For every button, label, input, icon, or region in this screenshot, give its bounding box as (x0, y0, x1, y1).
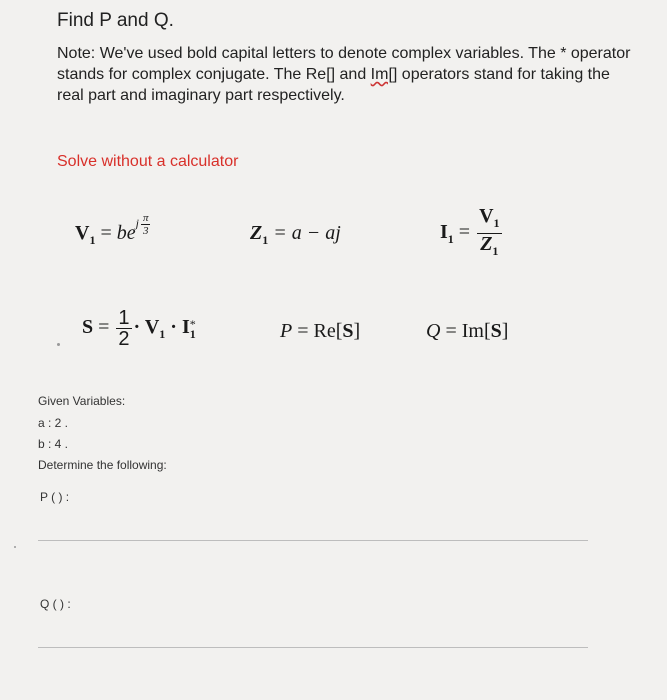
s-fraction (116, 308, 131, 349)
q-im-close: ] (501, 320, 509, 342)
v1-exp-j: j (135, 216, 139, 230)
i1-subscript: 1 (447, 232, 454, 247)
s-v1: · V (133, 316, 160, 339)
v1-subscript: 1 (89, 233, 96, 247)
p-symbol: P (280, 320, 293, 342)
answer-q-line[interactable] (38, 647, 588, 648)
i1-equals: = (453, 221, 476, 244)
page-title: Find P and Q. (57, 10, 174, 31)
s-num: 1 (118, 307, 130, 329)
equation-q (426, 320, 508, 343)
i1-num-sub: 1 (493, 216, 500, 230)
p-s: S (342, 320, 354, 342)
z1-subscript: 1 (262, 233, 269, 247)
given-a: a : 2 . (38, 416, 69, 430)
z1-symbol: Z (250, 222, 263, 244)
equation-p (280, 320, 360, 343)
note-text: Note: We've used bold capital letters to denote complex variables. The * operator stands for complex conjugate. The Re[] and (57, 45, 631, 83)
s-den: 2 (118, 328, 130, 350)
p-re-open: = Re[ (292, 320, 343, 342)
v1-exp-den: 3 (142, 224, 149, 237)
i1-den-symbol: Z (480, 233, 493, 255)
note-paragraph (57, 43, 637, 106)
s-i1-scripts (189, 316, 196, 341)
v1-exponent (135, 211, 153, 237)
i1-fraction (477, 206, 501, 261)
answer-p-line[interactable] (38, 540, 588, 541)
equation-s (82, 308, 196, 349)
s-i1: · I (165, 316, 190, 339)
v1-equals: = (95, 222, 117, 244)
answer-p-label: P ( ) : (40, 490, 70, 504)
s-equals: = (93, 316, 115, 339)
note-im-word: Im[] (370, 66, 398, 83)
bullet-dot (57, 343, 60, 346)
given-b: b : 4 . (38, 437, 69, 451)
answer-q-label: Q ( ) : (40, 597, 71, 611)
note-suffix: operators stand for taking the real part and imaginary part respectively. (57, 66, 610, 104)
determine-heading: Determine the following: (38, 458, 167, 472)
equation-i1 (440, 206, 504, 261)
solve-instruction: Solve without a calculator (57, 153, 239, 170)
v1-e: e (126, 222, 136, 244)
p-re-close: ] (353, 320, 361, 342)
i1-numerator (477, 206, 501, 234)
s-symbol: S (82, 316, 94, 339)
i1-symbol: I (440, 221, 448, 244)
z1-rhs: = a − aj (268, 222, 341, 244)
q-im-open: = Im[ (440, 320, 491, 342)
s-i1-sub: 1 (189, 326, 196, 341)
equation-z1 (250, 222, 341, 248)
given-heading: Given Variables: (38, 394, 126, 408)
v1-symbol: V (75, 222, 90, 244)
i1-denominator (477, 234, 501, 261)
i1-den-sub: 1 (492, 244, 499, 258)
s-v1-sub: 1 (159, 327, 166, 342)
v1-exp-num: π (142, 211, 149, 224)
equation-v1 (75, 211, 152, 249)
side-dot (14, 546, 16, 548)
v1-exp-frac (141, 212, 151, 237)
i1-num-symbol: V (479, 205, 494, 227)
q-s: S (490, 320, 502, 342)
q-symbol: Q (426, 320, 441, 342)
v1-b: b (116, 222, 127, 244)
s-i1-sup: * (189, 316, 196, 331)
